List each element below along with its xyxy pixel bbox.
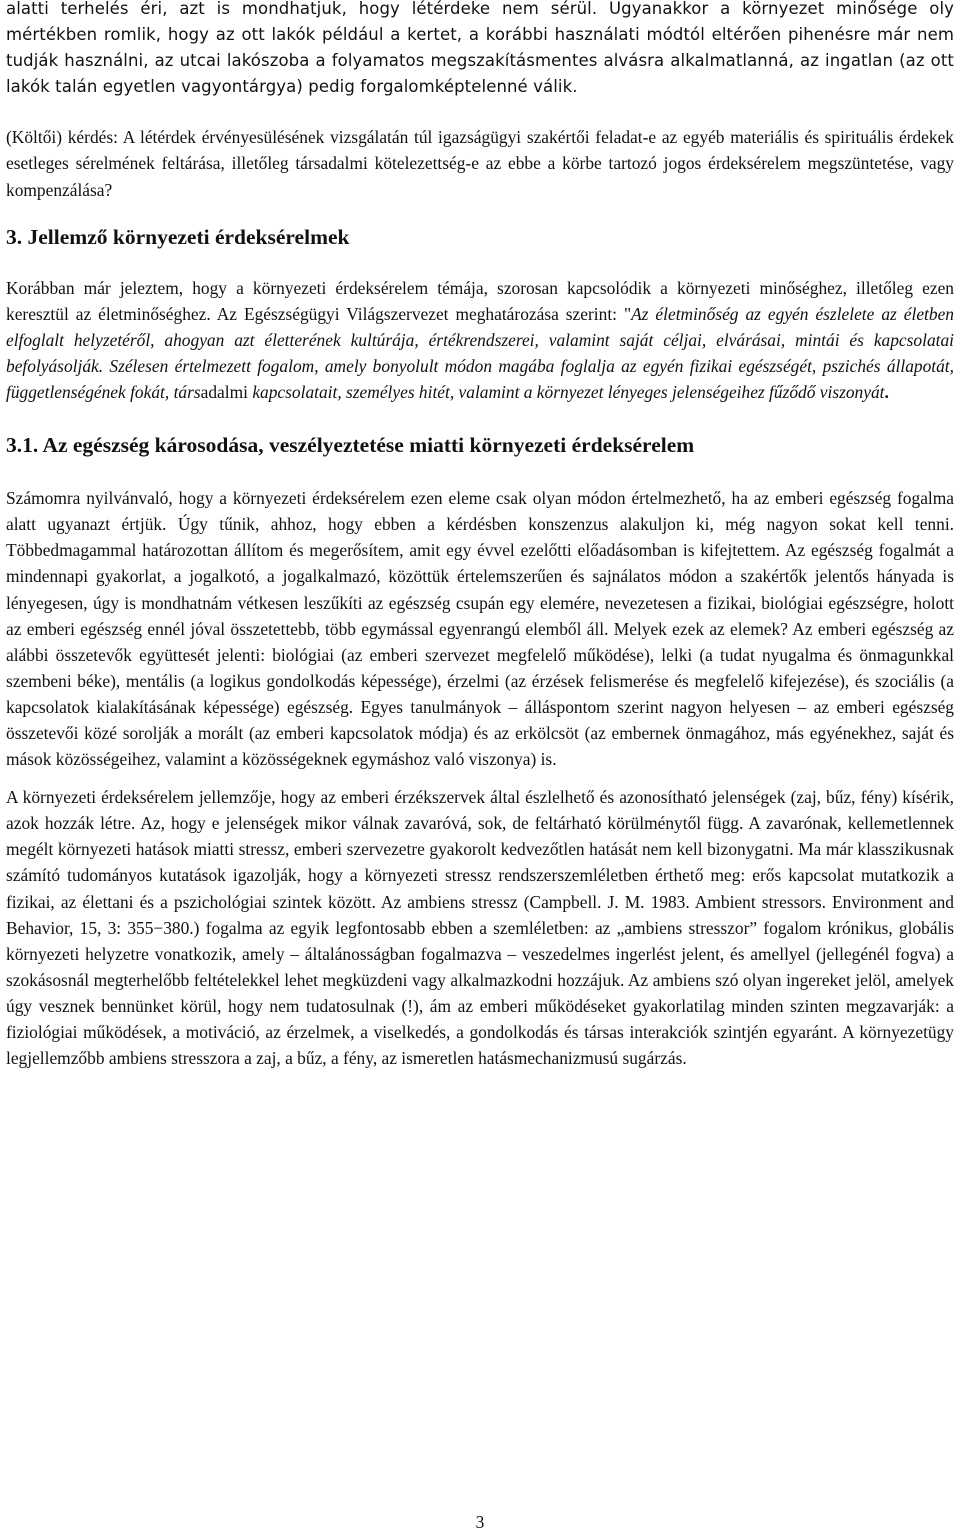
paragraph-ambient-stress: A környezeti érdeksérelem jellemzője, hogy az emberi érzékszervek által észlelhető és azonosítható jelenségek (zaj, bűz, fény) kísérik, azok hozzák létre. Az, hogy e jelenségek mikor válnak zavaróvá, sok, de feltárható körülménytől függ. A zavarónak, kellemetlennek megélt környezeti hatások miatti stressz, emberi szervezetre gyakorolt kedvezőtlen hatását nem kell bizonygatni. Ma már klasszikusnak számító tudományos kutatások igazolják, hogy a környezeti stressz rendszerszemléletben érthető meg: erős kapcsolat mutatkozik a fizikai, az élettani és a pszichológiai szintek között. Az ambiens stressz (Campbell. J. M. 1983. Ambient stressors. Environment and Behavior, 15, 3: 355−380.) fogalma az egyik legfontosabb ebben a szemléletben: az „ambiens stresszor” fogalom krónikus, globális környezeti helyzetre vonatkozik, amely – általánosságban fogalmazva – veszedelmes ingerlést jelent, és amellyel (jellegénél fogva) a szokásosnál megterhelőbb feltételekkel lehet megküzdeni vagy alkalmazkodni hozzájuk. Az ambiens szó olyan ingereket jelöl, amelyek úgy vesznek bennünket körül, hogy nem tudatosulnak (!), ám az emberi működéseket gyakorlatilag minden szinten megzavarják: a fiziológiai működések, a motiváció, az érzelmek, a viselkedés, a gondolkodás és társas interakciók szintjén egyaránt. A környezetügy legjellemzőbb ambiens stresszora a zaj, a bűz, a fény, az ismeretlen hatásmechanizmusú sugárzás.: [6, 787, 954, 1069]
who-lead-text: Korábban már jeleztem, hogy a környezeti érdeksérelem témája, szorosan kapcsolódik a környezeti minőséghez, illetőleg ezen keresztül az életminőséghez. Az Egészségügyi Világszervezet meghatározása szerint: ": [6, 277, 954, 324]
who-quote-text: Az életminőség az egyén észlelete az életben elfoglalt helyzetéről, ahogyan azt életterének kultúrája, értékrendszerei, valamint saját céljai, elvárásai, mintái és kapcsolatai befolyásolják. Szélesen értelmezett fogalom, amely bonyolult módon magába foglalja az egyén fizikai egészségét, pszichés állapotát, függetlenségének fokát, társ: [6, 303, 954, 403]
who-quote-continued: kapcsolatait, személyes hitét, valamint a környezet lényeges jelenségeihez fűződő viszonyát: [247, 382, 885, 403]
who-mid-text: adalmi: [200, 382, 248, 403]
paragraph-who-definition: [6, 275, 954, 405]
document-page: [6, 0, 954, 1071]
page-number: 3: [475, 1512, 485, 1532]
section-heading-3: 3. Jellemző környezeti érdeksérelmek: [6, 224, 350, 249]
section-heading-3-1: 3.1. Az egészség károsodása, veszélyeztetése miatti környezeti érdeksérelem: [6, 433, 695, 458]
who-end-text: .: [884, 382, 889, 403]
paragraph-intro: alatti terhelés éri, azt is mondhatjuk, hogy létérdeke nem sérül. Ugyanakkor a környezet minősége oly mértékben romlik, hogy az ott lakók például a kertet, a korábbi használati módtól eltérően pihenésre már nem tudják használni, az utcai lakószoba a folyamatos megszakításmentes alvásra alkalmatlanná, az ingatlan (az ott lakók talán egyetlen vagyontárgya) pedig forgalomképtelenné válik.: [6, 0, 954, 97]
paragraph-health: Számomra nyilvánvaló, hogy a környezeti érdeksérelem ezen eleme csak olyan módon értelmezhető, ha az emberi egészség fogalma alatt ugyanazt értjük. Úgy tűnik, ahhoz, hogy ebben a kérdésben konszenzus alakuljon ki, még nagyon sokat kell tenni. Többedmagammal határozottan állítom és megerősítem, amit egy évvel ezelőtti előadásomban is kifejtettem. Az egészség fogalmát a mindennapi gyakorlat, a jogalkotó, a jogalkalmazó, közöttük értelemszerűen és sajnálatos módon a szakértők jelentős hányada is lényegesen, úgy is mondhatnám vétkesen leszűkíti az egészség csupán egy elemére, nevezetesen a fizikai, biológiai egészségre, holott az emberi egészség ennél jóval összetettebb, több egymással egyenrangú elemből áll. Melyek ezek az elemek? Az emberi egészség az alábbi összetevők együttesét jelenti: biológiai (az emberi szervezet megfelelő működése), lelki (a tudat nyugalma és önmagunkkal szembeni béke), mentális (a logikus gondolkodás képessége), érzelmi (az érzések felismerése és megfelelő kifejezése), és szociális (a kapcsolatok kialakításának képessége) egészség. Egyes tanulmányok – álláspontom szerint nagyon helyesen – az emberi egészség összetevői közé sorolják a morált (az emberi kapcsolatok módja) és az erkölcsöt (az embernek önmagához, más egyénekhez, saját és mások közösségeihez, valamint a közösségeknek egymáshoz való viszonya) is.: [6, 488, 954, 770]
paragraph-rhetorical-question: (Költői) kérdés: A létérdek érvényesülésének vizsgálatán túl igazságügyi szakértői feladat-e az egyéb materiális és spirituális érdekek esetleges sérelmének feltárása, illetőleg társadalmi kötelezettség-e az ebbe a körbe tartozó jogos érdeksérelem megszüntetése, vagy kompenzálása?: [6, 127, 954, 200]
